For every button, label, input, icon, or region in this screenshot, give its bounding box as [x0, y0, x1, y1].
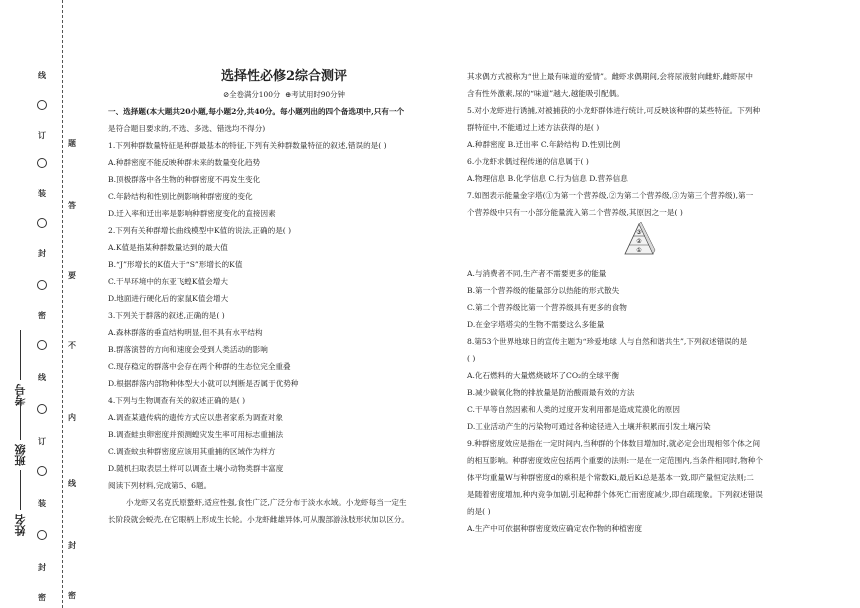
class-label: 班级	[14, 444, 27, 466]
answer-option: D.地面进行硬化后的家鼠K值会增大	[108, 294, 229, 303]
binding-label: 订	[38, 130, 46, 140]
binding-note: 要	[68, 270, 76, 280]
exam-info	[108, 86, 460, 103]
binding-label: 封	[38, 562, 46, 572]
binding-note: 答	[68, 200, 76, 210]
pyramid-level-3: ③	[636, 229, 642, 236]
answer-option: A.种群密度不能反映种群未来的数量变化趋势	[108, 158, 261, 167]
question-stem: 的是( )	[467, 507, 491, 516]
clock-icon: ⊕	[285, 90, 292, 99]
exam-time: 考试用时90分钟	[291, 90, 345, 99]
question-stem: 6.小龙虾求偶过程传递的信息属于( )	[467, 157, 589, 166]
answer-option: A.K值是指某种群数量达到的最大值	[108, 243, 228, 252]
energy-pyramid-figure	[622, 222, 656, 258]
answer-option: B.群落演替的方向和速度会受到人类活动的影响	[108, 345, 268, 354]
material-text: 长阶段就会蜕壳,在它眼柄上形成生长轮。小龙虾雌雄异体,可从腹部游泳肢形状加以区分。	[108, 515, 409, 524]
question-stem: 群特征中,不能通过上述方法获得的是( )	[467, 123, 600, 132]
question-stem: 个营养级中只有一小部分能量流入第二个营养级,其原因之一是( )	[467, 208, 683, 217]
binding-hole-icon	[37, 218, 47, 228]
binding-hole-icon	[37, 100, 47, 110]
answer-option: A.种群密度 B.迁出率 C.年龄结构 D.性别比例	[467, 140, 621, 149]
answer-option: D.根据群落内部物种体型大小就可以判断是否属于优势种	[108, 379, 299, 388]
left-column	[108, 68, 460, 528]
binding-label: 订	[38, 436, 46, 446]
binding-label: 密	[38, 592, 46, 602]
binding-margin	[0, 0, 80, 608]
answer-option: A.调查某遗传病的遗传方式应以患者家系为调查对象	[108, 413, 283, 422]
section-heading: 一、选择题(本大题共20小题,每小题2分,共40分。每小题列出的四个备选项中,只有一个	[108, 107, 405, 116]
binding-label: 装	[38, 188, 46, 198]
binding-label: 封	[38, 248, 46, 258]
answer-option: B.减少碳氧化物的排放量是防治酸雨最有效的方法	[467, 388, 635, 397]
binding-label: 线	[38, 372, 46, 382]
answer-option: A.物理信息 B.化学信息 C.行为信息 D.营养信息	[467, 174, 628, 183]
answer-option: B.顶极群落中各生物的种群密度不再发生变化	[108, 175, 261, 184]
binding-label: 线	[38, 70, 46, 80]
question-stem: 1.下列种群数量特征是种群最基本的特征,下列有关种群数量特征的叙述,错误的是( )	[108, 141, 387, 150]
answer-option: D.工业活动产生的污染物可通过各种途径进入土壤并积累而引发土壤污染	[467, 422, 711, 431]
material-text: 小龙虾又名克氏原螯虾,适应性强,食性广泛,广泛分布于淡水水域。小龙虾每当一定生	[126, 498, 407, 507]
question-stem: 8.第53个世界地球日的宣传主题为“珍爱地球 人与自然和谐共生”,下列叙述错误的是	[467, 337, 748, 346]
question-stem: 9.种群密度效应是指在一定时间内,当种群的个体数目增加时,就必定会出现相邻个体之间	[467, 439, 761, 448]
answer-option: C.现存稳定的群落中会存在两个种群的生态位完全重叠	[108, 362, 291, 371]
question-stem: 4.下列与生物调查有关的叙述正确的是( )	[108, 396, 246, 405]
name-label: 姓名	[14, 514, 27, 536]
check-icon: ⊘	[223, 90, 230, 99]
binding-hole-icon	[37, 404, 47, 414]
question-stem: 7.如图表示能量金字塔(①为第一个营养级,②为第二个营养级,③为第三个营养级),第一	[467, 191, 754, 200]
question-stem: 的相互影响。种群密度效应包括两个重要的法则:一是在一定范围内,当条件相同时,物种个	[467, 456, 763, 465]
question-stem: 体平均重量W与种群密度d的乘积是个常数Ki,最后Ki总是基本一致,即产量恒定法则;二	[467, 473, 754, 482]
page-title: 选择性必修2综合测评	[220, 69, 348, 84]
question-stem: ( )	[467, 354, 476, 363]
class-blank[interactable]	[20, 404, 21, 440]
question-stem: 3.下列关于群落的叙述,正确的是( )	[108, 311, 225, 320]
answer-option: B.调查蛙虫卵密度并预测蝗灾发生率可用标志重捕法	[108, 430, 284, 439]
answer-option: A.化石燃料的大量燃烧破坏了CO₂的全球平衡	[467, 371, 620, 380]
answer-option: A.森林群落的垂直结构明显,但不具有水平结构	[108, 328, 263, 337]
right-column	[467, 68, 827, 537]
question-stem: 2.下列有关种群增长曲线模型中K值的说法,正确的是( )	[108, 226, 292, 235]
binding-hole-icon	[37, 280, 47, 290]
binding-hole-icon	[37, 466, 47, 476]
question-stem: 是随着密度增加,种内竞争加剧,引起种群个体死亡而密度减少,即自疏现象。下列叙述错误	[467, 490, 763, 499]
answer-option: C.干旱等自然因素和人类的过度开发利用都是造成荒漠化的原因	[467, 405, 680, 414]
pyramid-level-1: ①	[636, 247, 642, 254]
answer-option: A.生产中可依据种群密度效应确定农作物的种植密度	[467, 524, 642, 533]
answer-option: B.第一个营养级的能量部分以热能的形式散失	[467, 286, 620, 295]
binding-note: 不	[68, 340, 76, 350]
answer-option: C.年龄结构和性别比例影响种群密度的变化	[108, 192, 253, 201]
answer-option: D.随机扫取表层土样可以调查土壤小动物类群丰富度	[108, 464, 284, 473]
binding-note: 封	[68, 540, 76, 550]
question-stem: 5.对小龙虾进行诱捕,对被捕获的小龙虾群体进行统计,可反映该种群的某些特征。下列种	[467, 106, 761, 115]
answer-option: C.第二个营养级比第一个营养级具有更多的食物	[467, 303, 627, 312]
binding-label: 装	[38, 498, 46, 508]
answer-option: C.干旱环境中的东亚飞蝗K值会增大	[108, 277, 228, 286]
pyramid-level-2: ②	[636, 238, 642, 245]
binding-note: 内	[68, 412, 76, 422]
total-score: 全卷满分100分	[229, 90, 281, 99]
reading-instruction: 阅读下列材料,完成第5、6题。	[108, 481, 212, 490]
binding-note: 线	[68, 478, 76, 488]
material-text: 其求偶方式被称为“世上最有味道的爱情”。雌虾求偶期间,会将尿液射向雌虾,雌虾尿中	[467, 72, 753, 81]
binding-note: 题	[68, 138, 76, 148]
text-line: 是符合题目要求的,不选、多选、错选均不得分)	[108, 124, 266, 133]
answer-option: D.在金字塔塔尖的生物不需要这么多能量	[467, 320, 605, 329]
answer-option: D.迁入率和迁出率是影响种群密度变化的直接因素	[108, 209, 276, 218]
binding-note: 密	[68, 590, 76, 600]
answer-option: B.“J”形增长的K值大于“S”形增长的K值	[108, 260, 243, 269]
binding-hole-icon	[37, 158, 47, 168]
binding-dashed-line	[62, 0, 63, 608]
exam-number-label: 考号	[14, 384, 27, 406]
exam-number-blank[interactable]	[20, 330, 21, 380]
material-text: 含有性外激素,尿的“味道”越大,越能吸引配偶。	[467, 89, 624, 98]
binding-hole-icon	[37, 340, 47, 350]
name-blank[interactable]	[20, 470, 21, 510]
binding-label: 密	[38, 310, 46, 320]
answer-option: A.与消费者不同,生产者不需要更多的能量	[467, 269, 607, 278]
answer-option: C.调查蚊虫种群密度应该用其重捕的区域作为样方	[108, 447, 276, 456]
binding-hole-icon	[37, 530, 47, 540]
